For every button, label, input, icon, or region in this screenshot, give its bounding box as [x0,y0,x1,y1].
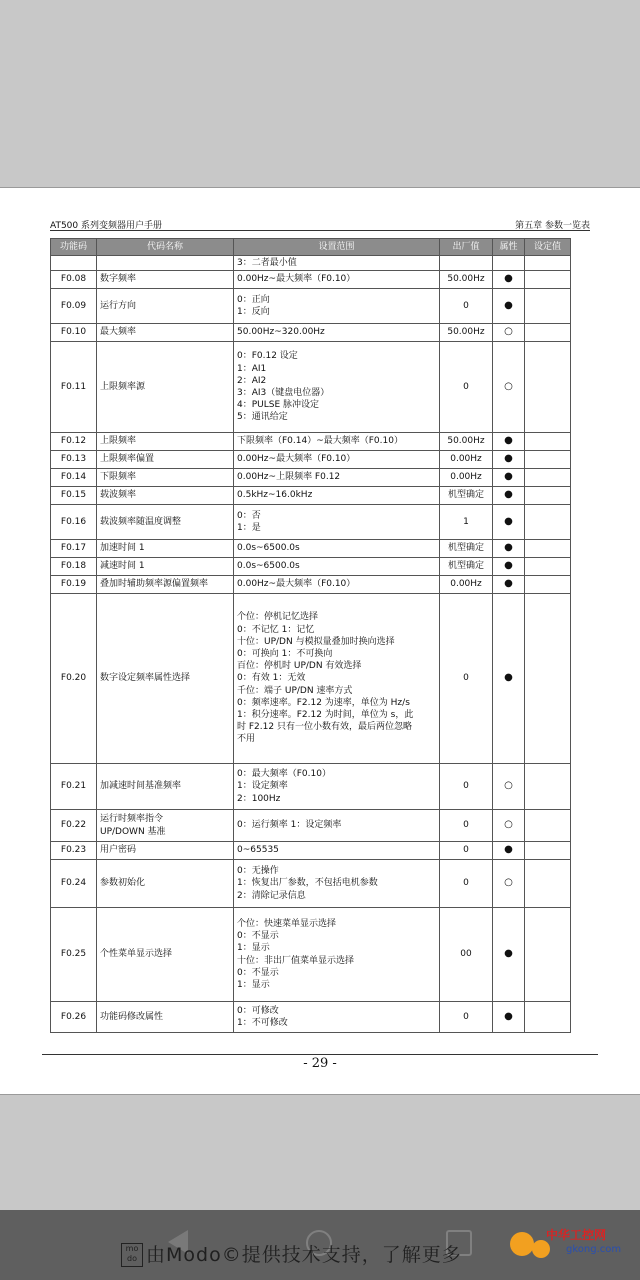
range-line: 0：有效 1：无效 [237,673,306,684]
param-setting [525,558,571,576]
param-setting [525,764,571,810]
param-code: F0.12 [51,433,97,451]
param-range [234,764,440,810]
param-code: F0.08 [51,271,97,289]
param-name: 功能码修改属性 [97,1002,234,1033]
range-line: 0.00Hz~最大频率（F0.10） [237,274,356,285]
param-name: 减速时间 1 [97,558,234,576]
param-default: 0 [440,764,493,810]
param-name: 加速时间 1 [97,540,234,558]
param-range [234,289,440,324]
param-name: 运行方向 [97,289,234,324]
param-range [234,342,440,433]
param-default: 0.00Hz [440,576,493,594]
page-number: - 29 - [303,1056,337,1071]
col-header-range: 设置范围 [234,239,440,256]
param-code [51,256,97,271]
range-line: 1：是 [237,523,261,533]
range-line: 下限频率（F0.14）~最大频率（F0.10） [237,436,403,447]
param-default: 0 [440,594,493,764]
param-default: 0 [440,842,493,860]
range-line: 不用 [237,734,256,745]
col-header-code: 功能码 [51,239,97,256]
param-default: 1 [440,505,493,540]
param-range [234,487,440,505]
header-chapter: 第五章 参数一览表 [515,221,590,231]
param-name: 载波频率随温度调整 [97,505,234,540]
range-line: 0.00Hz~最大频率（F0.10） [237,454,356,465]
param-name: 用户密码 [97,842,234,860]
param-setting [525,842,571,860]
param-range [234,433,440,451]
table-row [51,469,571,487]
range-line: 时 F2.12 只有一位小数有效，最后两位忽略 [237,722,412,733]
param-name: 个性菜单显示选择 [97,908,234,1002]
param-range [234,271,440,289]
table-row [51,764,571,810]
param-name [97,810,234,842]
param-setting [525,324,571,342]
range-line: 0~65535 [237,845,279,856]
range-line: 1：反向 [237,307,270,317]
header-rule [50,230,590,231]
param-code: F0.15 [51,487,97,505]
param-code: F0.09 [51,289,97,324]
range-line: 2：清除记录信息 [237,890,306,901]
param-attribute: ○ [493,860,525,908]
param-name: 数字频率 [97,271,234,289]
param-attribute: ● [493,1002,525,1033]
param-default: 0.00Hz [440,451,493,469]
table-row [51,505,571,540]
param-setting [525,540,571,558]
modo-message-text: 由Modo©提供技术支持，了解更多 [146,1244,462,1266]
param-code: F0.14 [51,469,97,487]
param-name: 最大频率 [97,324,234,342]
param-range [234,540,440,558]
param-default: 0 [440,342,493,433]
range-line: 0：不记忆 1：记忆 [237,624,315,635]
range-line: 0.5kHz~16.0kHz [237,490,313,501]
range-line: 个位：快速菜单显示选择 [237,918,337,929]
param-attribute: ● [493,540,525,558]
param-attribute: ○ [493,810,525,842]
param-name: 叠加时辅助频率源偏置频率 [97,576,234,594]
range-line: 0：无操作 [237,866,279,877]
param-name: 载波频率 [97,487,234,505]
table-row [51,860,571,908]
param-range [234,576,440,594]
table-row [51,289,571,324]
param-setting [525,594,571,764]
param-default: 0 [440,1002,493,1033]
gear-icon [510,1232,534,1256]
param-attribute: ● [493,594,525,764]
param-setting [525,810,571,842]
col-header-name: 代码名称 [97,239,234,256]
param-attribute: ● [493,451,525,469]
range-line: 十位：UP/DN 与模拟量叠加时换向选择 [237,636,395,647]
param-setting [525,451,571,469]
param-default: 50.00Hz [440,271,493,289]
param-code: F0.25 [51,908,97,1002]
table-row [51,487,571,505]
param-attribute: ● [493,433,525,451]
range-line: 3：AI3（键盘电位器） [237,388,330,398]
col-header-default: 出厂值 [440,239,493,256]
param-range [234,810,440,842]
param-name-line: UP/DOWN 基准 [100,826,166,837]
param-name: 参数初始化 [97,860,234,908]
table-row [51,842,571,860]
param-attribute: ● [493,271,525,289]
param-attribute: ○ [493,764,525,810]
table-row [51,271,571,289]
param-code: F0.11 [51,342,97,433]
table-row [51,908,571,1002]
range-line: 1：积分速率。F2.12 为时间，单位为 s，此 [237,710,414,720]
param-attribute: ● [493,842,525,860]
param-name: 上限频率偏置 [97,451,234,469]
param-name: 上限频率 [97,433,234,451]
range-line: 4：PULSE 脉冲设定 [237,400,320,411]
param-range [234,469,440,487]
table-row [51,810,571,842]
param-default: 0.00Hz [440,469,493,487]
range-line: 0：可换向 1：不可换向 [237,648,333,659]
range-line: 1：设定频率 [237,781,288,792]
range-line: 2：AI2 [237,375,267,386]
param-code: F0.19 [51,576,97,594]
range-line: 0：不显示 [237,967,279,978]
range-line: 0.00Hz~最大频率（F0.10） [237,579,356,590]
watermark-text: 中华工控网 [546,1228,607,1242]
range-line: 0：可修改 [237,1005,279,1016]
param-name: 加减速时间基准频率 [97,764,234,810]
table-row [51,576,571,594]
param-name: 下限频率 [97,469,234,487]
range-line: 1：AI1 [237,363,267,374]
param-default: 机型确定 [440,540,493,558]
param-attribute: ● [493,558,525,576]
param-setting [525,469,571,487]
range-line: 1：显示 [237,943,270,954]
param-code: F0.20 [51,594,97,764]
header-title: AT500 系列变频器用户手册 [50,221,162,231]
param-code: F0.24 [51,860,97,908]
param-default: 50.00Hz [440,433,493,451]
param-range [234,451,440,469]
param-attribute: ● [493,487,525,505]
param-attribute: ○ [493,324,525,342]
param-default: 0 [440,860,493,908]
param-code: F0.10 [51,324,97,342]
range-line: 1：恢复出厂参数，不包括电机参数 [237,878,378,889]
range-line: 0：F0.12 设定 [237,351,298,362]
param-name: 数字设定频率属性选择 [97,594,234,764]
param-setting [525,505,571,540]
table-row [51,558,571,576]
param-default: 0 [440,289,493,324]
param-default: 机型确定 [440,558,493,576]
param-default: 00 [440,908,493,1002]
table-row [51,342,571,433]
range-line: 0：运行频率 1：设定频率 [237,820,342,831]
range-line: 0：最大频率（F0.10） [237,769,331,780]
footer-rule [42,1054,598,1055]
range-line: 百位：停机时 UP/DN 有效选择 [237,661,362,672]
range-line: 1：显示 [237,979,270,990]
range-line: 0.00Hz~上限频率 F0.12 [237,472,341,483]
range-line: 0：正向 [237,294,270,305]
param-range [234,860,440,908]
param-code: F0.16 [51,505,97,540]
range-line: 千位：端子 UP/DN 速率方式 [237,685,353,696]
param-setting [525,1002,571,1033]
parameter-table [50,238,571,1033]
param-range [234,1002,440,1033]
param-name: 上限频率源 [97,342,234,433]
param-setting [525,487,571,505]
modo-support-message[interactable] [120,1240,462,1267]
param-attribute: ● [493,505,525,540]
range-line: 3：二者最小值 [237,257,297,268]
range-line: 0：否 [237,510,261,521]
param-range [234,324,440,342]
table-row [51,433,571,451]
param-setting [525,289,571,324]
param-code: F0.21 [51,764,97,810]
param-code: F0.18 [51,558,97,576]
range-line: 2：100Hz [237,793,281,804]
table-row [51,594,571,764]
range-line: 0.0s~6500.0s [237,561,300,572]
document-page [0,187,640,1095]
range-line: 50.00Hz~320.00Hz [237,327,325,338]
table-row [51,1002,571,1033]
param-code: F0.23 [51,842,97,860]
param-attribute: ● [493,576,525,594]
param-range [234,842,440,860]
param-default: 50.00Hz [440,324,493,342]
range-line: 1：不可修改 [237,1018,288,1028]
param-range [234,908,440,1002]
modo-logo: mo do [121,1243,143,1267]
param-attribute: ● [493,289,525,324]
param-range [234,594,440,764]
param-code: F0.26 [51,1002,97,1033]
param-range [234,558,440,576]
col-header-attr: 属性 [493,239,525,256]
param-code: F0.13 [51,451,97,469]
range-line: 5：通讯给定 [237,412,288,423]
table-header-row [51,239,571,256]
param-default [440,256,493,271]
param-code: F0.22 [51,810,97,842]
table-row [51,256,571,271]
param-default: 0 [440,810,493,842]
range-line: 0：不显示 [237,931,279,942]
param-setting [525,433,571,451]
param-attribute: ○ [493,342,525,433]
param-range [234,505,440,540]
watermark-url: gkong.com [566,1244,622,1255]
param-setting [525,908,571,1002]
range-line: 十位：非出厂值菜单显示选择 [237,955,355,966]
range-line: 0：频率速率。F2.12 为速率，单位为 Hz/s [237,697,410,708]
param-setting [525,271,571,289]
col-header-setting: 设定值 [525,239,571,256]
param-setting [525,256,571,271]
table-row [51,324,571,342]
table-row [51,451,571,469]
param-default: 机型确定 [440,487,493,505]
range-line: 个位：停机记忆选择 [237,612,319,623]
range-line: 0.0s~6500.0s [237,543,300,554]
param-range [234,256,440,271]
param-code: F0.17 [51,540,97,558]
table-row [51,540,571,558]
param-setting [525,576,571,594]
param-attribute: ● [493,908,525,1002]
param-name [97,256,234,271]
param-attribute: ● [493,469,525,487]
param-setting [525,860,571,908]
param-setting [525,342,571,433]
param-name-line: 运行时频率指令 [100,814,164,825]
param-attribute [493,256,525,271]
